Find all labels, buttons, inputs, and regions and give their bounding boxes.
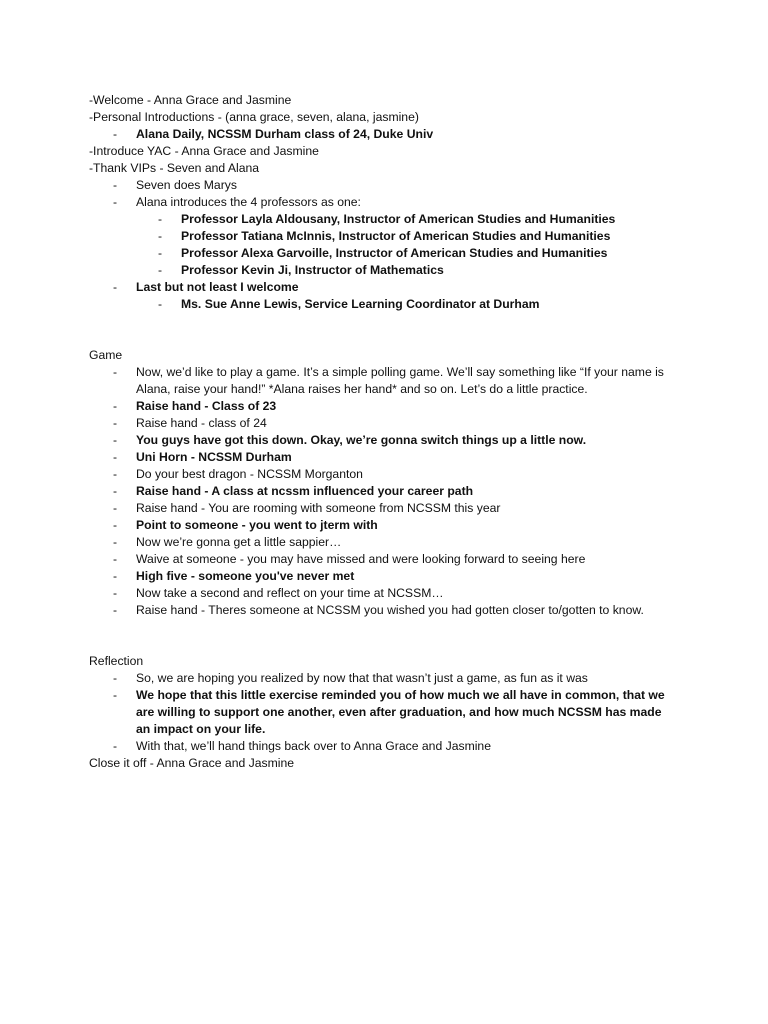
list-item — [89, 534, 679, 551]
list-item — [89, 364, 679, 398]
game-list — [89, 364, 679, 619]
bullet-dash: - — [113, 552, 118, 566]
bullet-dash: - — [113, 671, 118, 685]
reflection-heading: Reflection — [89, 654, 144, 668]
introduce-yac-line: -Introduce YAC - Anna Grace and Jasmine — [89, 144, 319, 158]
bullet-dash: - — [113, 365, 118, 379]
bullet-dash: - — [113, 484, 118, 498]
list-item-text: You guys have got this down. Okay, we’re gonna switch things up a little now. — [136, 433, 587, 447]
list-item-text: Raise hand - A class at ncssm influenced your career path — [136, 484, 474, 498]
professor-line: Professor Layla Aldousany, Instructor of American Studies and Humanities — [181, 212, 616, 226]
bullet-dash: - — [158, 246, 163, 260]
professor-bullet — [89, 228, 679, 245]
sue-anne-bullet — [89, 296, 679, 313]
bullet-dash: - — [113, 280, 118, 294]
personal-intros-line: -Personal Introductions - (anna grace, seven, alana, jasmine) — [89, 110, 419, 124]
list-item — [89, 585, 679, 602]
list-item — [89, 466, 679, 483]
bullet-dash: - — [113, 450, 118, 464]
list-item — [89, 483, 679, 500]
bullet-dash: - — [113, 399, 118, 413]
list-item-text: Uni Horn - NCSSM Durham — [136, 450, 292, 464]
professor-bullet — [89, 245, 679, 262]
bullet-dash: - — [113, 603, 118, 617]
bullet-dash: - — [113, 127, 118, 141]
list-item — [89, 568, 679, 585]
list-item — [89, 500, 679, 517]
bullet-dash: - — [113, 416, 118, 430]
sue-anne-line: Ms. Sue Anne Lewis, Service Learning Coordinator at Durham — [181, 297, 540, 311]
bullet-dash: - — [158, 263, 163, 277]
list-item-text: Now, we’d like to play a game. It’s a simple polling game. We’ll say something like “If your name is Alana, raise your hand!” *Alana raises her hand* and so on. Let’s do a little practice. — [136, 365, 664, 396]
list-item-text: Raise hand - You are rooming with someone from NCSSM this year — [136, 501, 501, 515]
bullet-dash: - — [113, 518, 118, 532]
list-item-text: High five - someone you've never met — [136, 569, 355, 583]
professor-line: Professor Kevin Ji, Instructor of Mathematics — [181, 263, 444, 277]
bullet-dash: - — [113, 739, 118, 753]
list-item-text: Now we’re gonna get a little sappier… — [136, 535, 342, 549]
spacer — [89, 619, 679, 653]
bullet-dash: - — [113, 433, 118, 447]
list-item-text: Raise hand - class of 24 — [136, 416, 267, 430]
bullet-dash: - — [158, 229, 163, 243]
reflection-list — [89, 670, 679, 755]
alana-intro-profs-line: Alana introduces the 4 professors as one: — [136, 195, 361, 209]
alana-bullet — [89, 126, 679, 143]
list-item-text: Point to someone - you went to jterm with — [136, 518, 378, 532]
list-item — [89, 687, 679, 738]
bullet-dash: - — [113, 586, 118, 600]
last-welcome-line: Last but not least I welcome — [136, 280, 299, 294]
list-item-text: Do your best dragon - NCSSM Morganton — [136, 467, 363, 481]
professor-bullet — [89, 262, 679, 279]
list-item — [89, 449, 679, 466]
close-line: Close it off - Anna Grace and Jasmine — [89, 756, 295, 770]
list-item-text: Now take a second and reflect on your time at NCSSM… — [136, 586, 444, 600]
seven-marys-bullet — [89, 177, 679, 194]
bullet-dash: - — [113, 467, 118, 481]
seven-marys-line: Seven does Marys — [136, 178, 237, 192]
list-item — [89, 670, 679, 687]
bullet-dash: - — [113, 501, 118, 515]
bullet-dash: - — [158, 297, 163, 311]
list-item-text: With that, we’ll hand things back over to Anna Grace and Jasmine — [136, 739, 491, 753]
bullet-dash: - — [113, 178, 118, 192]
list-item-text: Waive at someone - you may have missed and were looking forward to seeing here — [136, 552, 586, 566]
professor-line: Professor Tatiana McInnis, Instructor of American Studies and Humanities — [181, 229, 611, 243]
bullet-dash: - — [113, 535, 118, 549]
alana-line: Alana Daily, NCSSM Durham class of 24, Duke Univ — [136, 127, 434, 141]
professor-line: Professor Alexa Garvoille, Instructor of American Studies and Humanities — [181, 246, 608, 260]
last-welcome-bullet — [89, 279, 679, 296]
list-item — [89, 602, 679, 619]
list-item-text: So, we are hoping you realized by now that that wasn’t just a game, as fun as it was — [136, 671, 588, 685]
list-item-text: We hope that this little exercise reminded you of how much we all have in common, that we are willing to support one another, even after graduation, and how much NCSSM has made an impact on your life. — [136, 688, 665, 736]
list-item-text: Raise hand - Theres someone at NCSSM you wished you had gotten closer to/gotten to know. — [136, 603, 644, 617]
list-item — [89, 415, 679, 432]
bullet-dash: - — [158, 212, 163, 226]
thank-vips-line: -Thank VIPs - Seven and Alana — [89, 161, 260, 175]
bullet-dash: - — [113, 688, 118, 702]
professor-bullet — [89, 211, 679, 228]
game-heading: Game — [89, 348, 123, 362]
list-item — [89, 432, 679, 449]
alana-intro-profs-bullet — [89, 194, 679, 211]
spacer — [89, 313, 679, 347]
bullet-dash: - — [113, 569, 118, 583]
welcome-line: -Welcome - Anna Grace and Jasmine — [89, 93, 292, 107]
list-item-text: Raise hand - Class of 23 — [136, 399, 277, 413]
list-item — [89, 551, 679, 568]
document-page — [89, 92, 679, 772]
list-item — [89, 517, 679, 534]
list-item — [89, 398, 679, 415]
list-item — [89, 738, 679, 755]
bullet-dash: - — [113, 195, 118, 209]
